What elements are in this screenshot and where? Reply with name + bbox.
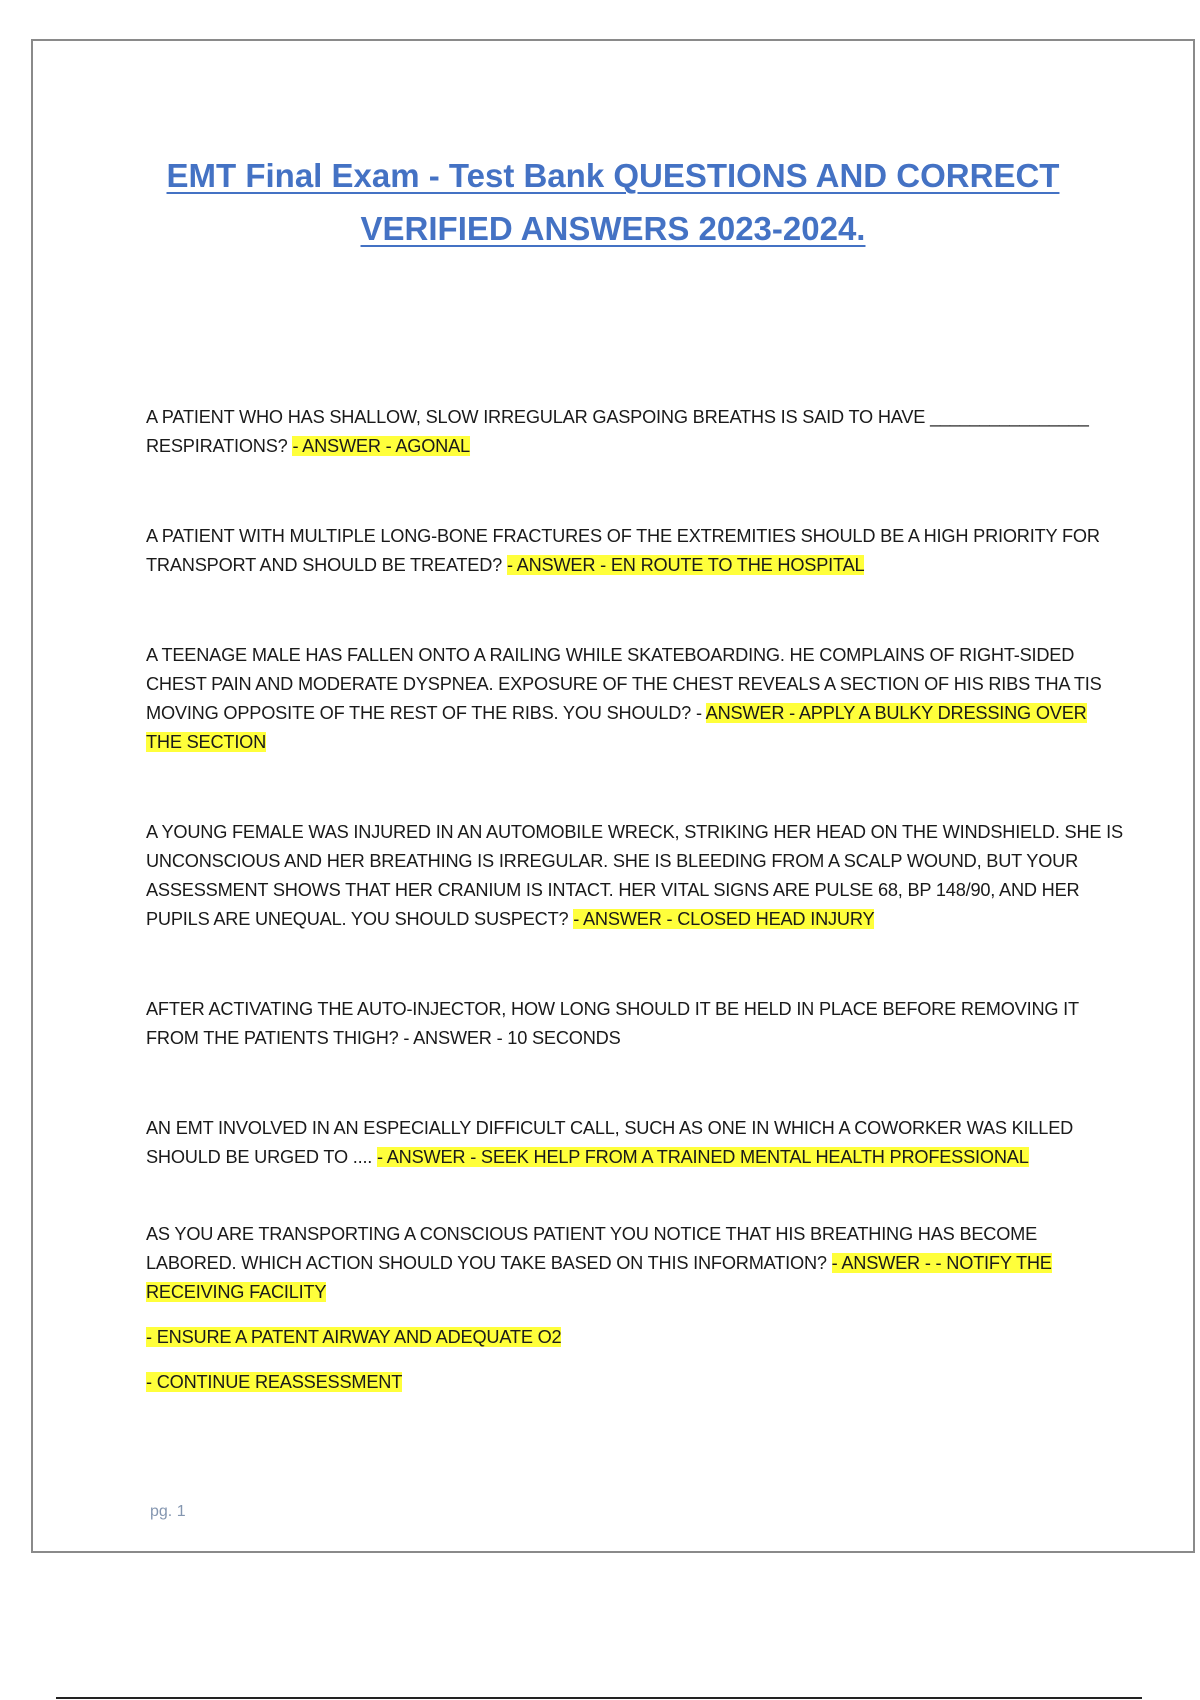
question-item-7 <box>146 1220 1126 1307</box>
answer-highlight: - ANSWER - CLOSED HEAD INJURY <box>573 909 875 929</box>
title-line-1: EMT Final Exam - Test Bank QUESTIONS AND CORRECT <box>166 157 1060 194</box>
question-item-5 <box>146 995 1126 1053</box>
question-text: AN EMT INVOLVED IN AN ESPECIALLY DIFFICULT CALL, SUCH AS ONE IN WHICH A COWORKER WAS KILLED SHOULD BE URGED TO .... <box>146 1118 1074 1167</box>
question-item-4 <box>146 818 1126 934</box>
page-number: pg. 1 <box>150 1503 186 1520</box>
extra-answer-1 <box>146 1323 1126 1352</box>
answer-highlight: - ANSWER - AGONAL <box>292 436 470 456</box>
question-text: AS YOU ARE TRANSPORTING A CONSCIOUS PATIENT YOU NOTICE THAT HIS BREATHING HAS BECOME LABORED. WHICH ACTION SHOULD YOU TAKE BASED ON THIS INFORMATION? <box>146 1224 1038 1273</box>
answer-highlight: - ANSWER - EN ROUTE TO THE HOSPITAL <box>506 555 865 575</box>
question-list <box>146 403 1126 1397</box>
question-text: A TEENAGE MALE HAS FALLEN ONTO A RAILING WHILE SKATEBOARDING. HE COMPLAINS OF RIGHT-SIDED CHEST PAIN AND MODERATE DYSPNEA. EXPOSURE OF THE CHEST REVEALS A SECTION OF HIS RIBS THA TIS MOVING OPPOSITE OF THE REST OF THE RIBS. YOU SHOULD? - <box>146 645 1102 723</box>
answer-highlight: - ANSWER - - NOTIFY THE RECEIVING FACILITY <box>146 1253 1052 1302</box>
extra-answer-2 <box>146 1368 1126 1397</box>
question-item-6 <box>146 1114 1126 1172</box>
bottom-rule <box>56 1697 1142 1699</box>
answer-highlight: ANSWER - APPLY A BULKY DRESSING OVER THE SECTION <box>146 703 1087 752</box>
question-text: A PATIENT WITH MULTIPLE LONG-BONE FRACTURES OF THE EXTREMITIES SHOULD BE A HIGH PRIORITY FOR TRANSPORT AND SHOULD BE TREATED? <box>146 526 1100 575</box>
document-page <box>31 39 1195 1553</box>
question-item-2 <box>146 522 1126 580</box>
answer-highlight: - ANSWER - SEEK HELP FROM A TRAINED MENTAL HEALTH PROFESSIONAL <box>377 1147 1029 1167</box>
answer-highlight: - CONTINUE REASSESSMENT <box>146 1372 403 1392</box>
question-text: A PATIENT WHO HAS SHALLOW, SLOW IRREGULAR GASPOING BREATHS IS SAID TO HAVE ________________ RESPIRATIONS? <box>146 407 1089 456</box>
question-text: AFTER ACTIVATING THE AUTO-INJECTOR, HOW LONG SHOULD IT BE HELD IN PLACE BEFORE REMOVING IT FROM THE PATIENTS THIGH? - ANSWER - 10 SECONDS <box>146 999 1079 1048</box>
title-line-2: VERIFIED ANSWERS 2023-2024. <box>360 210 866 247</box>
question-item-3 <box>146 641 1126 757</box>
document-title <box>93 149 1133 255</box>
question-text: A YOUNG FEMALE WAS INJURED IN AN AUTOMOBILE WRECK, STRIKING HER HEAD ON THE WINDSHIELD. SHE IS UNCONSCIOUS AND HER BREATHING IS IRREGULAR. SHE IS BLEEDING FROM A SCALP WOUND, BUT YOUR ASSESSMENT SHOWS THAT HER CRANIUM IS INTACT. HER VITAL SIGNS ARE PULSE 68, BP 148/90, AND HER PUPILS ARE UNEQUAL. YOU SHOULD SUSPECT? <box>146 822 1123 929</box>
answer-highlight: - ENSURE A PATENT AIRWAY AND ADEQUATE O2 <box>146 1327 562 1347</box>
question-item-1 <box>146 403 1126 461</box>
